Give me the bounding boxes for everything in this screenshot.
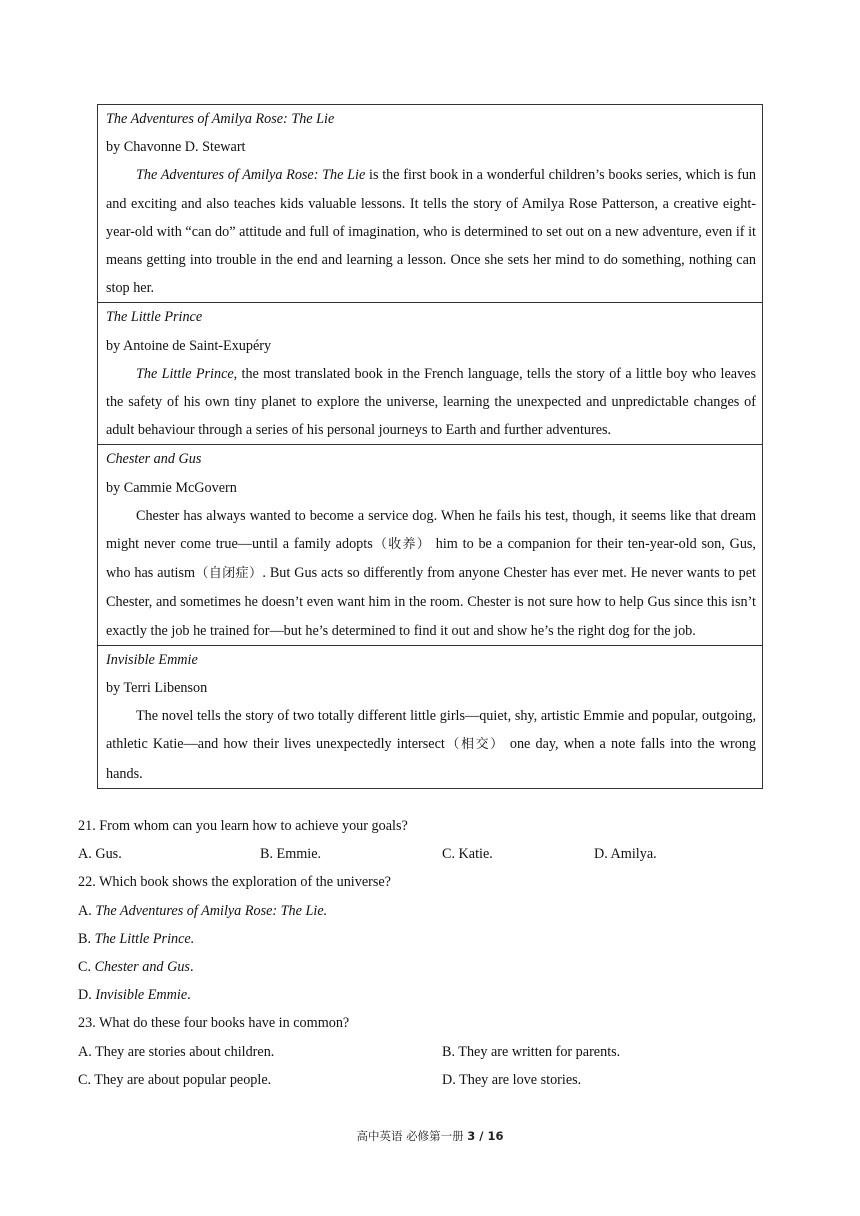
option-c[interactable]: [78, 953, 768, 981]
book-title: The Adventures of Amilya Rose: The Lie: [106, 111, 335, 127]
book-description: [106, 702, 756, 788]
option-letter: C.: [78, 958, 95, 975]
book-entry-amilya: [98, 105, 762, 302]
option-d[interactable]: [78, 981, 768, 1009]
book-description-title: The Adventures of Amilya Rose: The Lie: [136, 167, 366, 184]
option-text: Chester and Gus: [94, 958, 190, 975]
book-description-text: is the first book in a wonderful children’s books series, which is fun and exciting and also teaches kids valuable lessons. It tells the story of Amilya Rose Patterson, a creative eight-year-old with “can do” attitude and full of imagination, who is determined to set out on a new adventure, even if it means getting into trouble in the end and learning a lesson. Once she sets her mind to do something, nothing can stop her.: [106, 167, 757, 297]
book-description: [106, 360, 756, 445]
option-period: .: [189, 958, 194, 975]
book-author: by Antoine de Saint-Exupéry: [106, 337, 272, 354]
book-entry-chester-and-gus: [98, 444, 762, 644]
book-title: The Little Prince: [106, 309, 203, 326]
book-description-text: him to be a companion for their ten-year-old son, Gus, who has autism: [106, 536, 756, 582]
book-entry-little-prince: [98, 302, 762, 444]
option-c[interactable]: C. Katie.: [442, 846, 493, 863]
book-description-text: one day, when a note falls into the wrong hands.: [106, 736, 756, 782]
option-b[interactable]: B. They are written for parents.: [442, 1043, 621, 1060]
book-description-text: . But Gus acts so differently from anyone Chester has ever met. He never wants to pet Chester, and sometimes he doesn’t even want him in the room. Chester is not sure how to help Gus since this isn’t exactly the job he trained for—but he’s determined to find it out and show he’s the right dog for the job.: [106, 565, 756, 639]
question-stem: 21. From whom can you learn how to achieve your goals?: [78, 818, 408, 834]
option-letter: B.: [78, 930, 95, 947]
gloss-adopt: （收养）: [372, 537, 431, 553]
option-text: Invisible Emmie: [95, 987, 188, 1004]
page-number: 3 / 16: [467, 1129, 504, 1143]
page-footer: [0, 1128, 860, 1144]
question-options-row: [78, 1038, 768, 1066]
book-description-text: The novel tells the story of two totally different little girls—quiet, shy, artistic Emmie and popular, outgoing, athletic Katie—and how their lives unexpectedly intersect: [106, 708, 756, 753]
book-list-table: [97, 104, 763, 789]
option-b[interactable]: [78, 925, 768, 953]
book-description-text: Chester has always wanted to become a service dog. When he fails his test, though, it seems like that dream might never come true—until a family adopts: [106, 507, 756, 553]
book-description: [106, 161, 756, 302]
book-title: Chester and Gus: [106, 451, 202, 468]
book-description: [106, 502, 756, 645]
book-author: by Terri Libenson: [106, 680, 208, 697]
option-d[interactable]: D. Amilya.: [594, 846, 657, 863]
questions-section: [78, 812, 768, 1094]
option-letter: A.: [78, 902, 96, 919]
book-title: Invisible Emmie: [106, 651, 198, 668]
question-stem: 22. Which book shows the exploration of the universe?: [78, 874, 391, 891]
option-a[interactable]: A. Gus.: [78, 846, 122, 863]
book-description-text: , the most translated book in the French language, tells the story of a little boy who leaves the safety of his own tiny planet to explore the universe, learning the unexpected and unpredictable changes of adult behaviour through a series of his personal journeys to Earth and further adventures.: [106, 365, 756, 439]
question-options-row: [78, 840, 768, 868]
option-c[interactable]: C. They are about popular people.: [78, 1071, 272, 1088]
option-text: The Little Prince.: [94, 930, 195, 947]
book-author: by Chavonne D. Stewart: [106, 139, 246, 156]
book-author: by Cammie McGovern: [106, 479, 237, 496]
question-options-row: [78, 1066, 768, 1094]
option-a[interactable]: A. They are stories about children.: [78, 1043, 275, 1060]
option-a[interactable]: [78, 897, 768, 925]
book-entry-invisible-emmie: [98, 645, 762, 788]
footer-subject: 高中英语 必修第一册: [356, 1129, 468, 1143]
option-d[interactable]: D. They are love stories.: [442, 1071, 582, 1088]
option-period: .: [187, 987, 191, 1004]
gloss-autism: （自闭症）: [195, 566, 263, 582]
option-letter: D.: [78, 987, 96, 1004]
book-description-title: The Little Prince: [136, 365, 234, 382]
question-stem: 23. What do these four books have in common?: [78, 1015, 350, 1032]
option-text: The Adventures of Amilya Rose: The Lie.: [95, 902, 328, 919]
gloss-intersect: （相交）: [444, 737, 505, 753]
option-b[interactable]: B. Emmie.: [260, 846, 322, 863]
